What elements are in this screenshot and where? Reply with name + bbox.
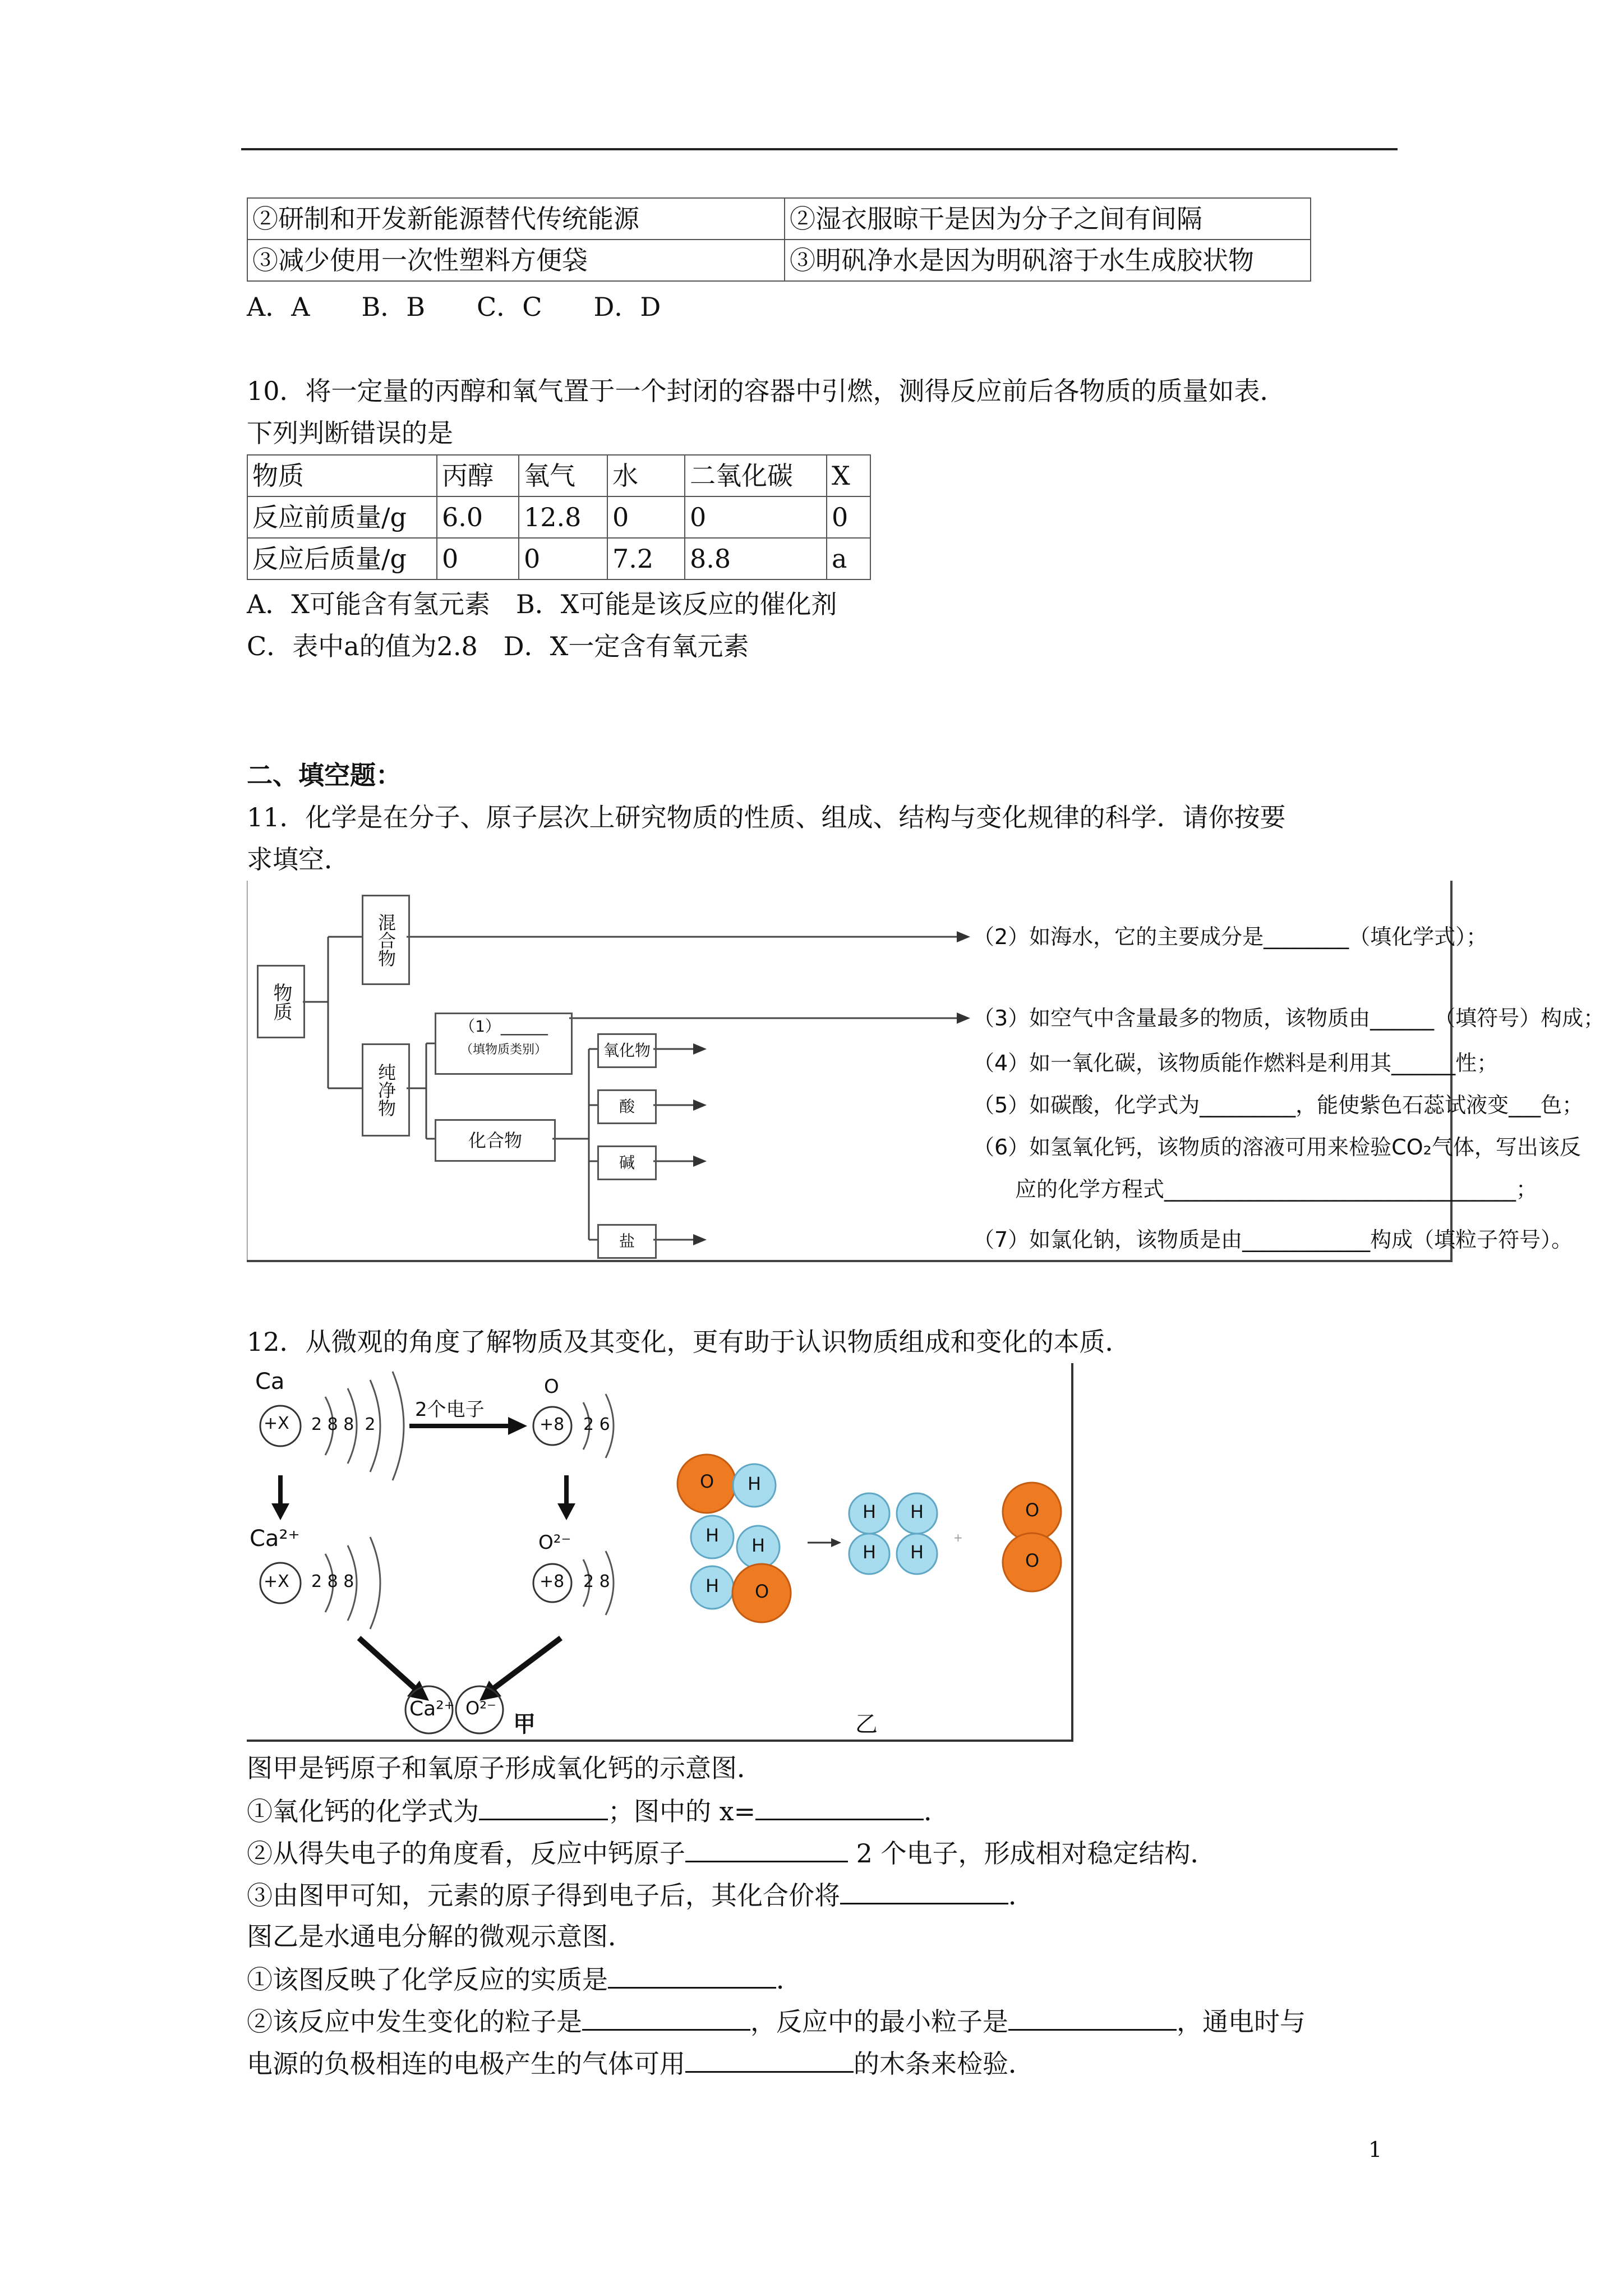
compound-box	[435, 1119, 556, 1162]
table-cell: ②研制和开发新能源替代传统能源	[247, 198, 785, 240]
table-cell: 0	[437, 538, 519, 579]
compound-label: 化合物	[468, 1130, 522, 1151]
jia-q2-part-a: ②从得失电子的角度看，反应中钙原子	[247, 1838, 685, 1869]
answer-blank[interactable]	[685, 1832, 848, 1862]
root-box	[257, 965, 305, 1038]
yi-intro: 图乙是水通电分解的微观示意图．	[247, 1921, 634, 1952]
q11-stem-line1: 11．化学是在分子、原子层次上研究物质的性质、组成、结构与变化规律的科学．请你按要	[247, 802, 1286, 832]
ca-shells: 2 8 8 2	[311, 1415, 376, 1434]
atom-o-label: O	[755, 1581, 769, 1602]
table-cell: ③减少使用一次性塑料方便袋	[247, 240, 785, 281]
answer-blank[interactable]	[608, 1958, 776, 1989]
yi-q3-part-b: 的木条来检验．	[854, 2049, 1034, 2079]
table-cell: 7.2	[607, 538, 685, 579]
q10-stem-line1: 10．将一定量的丙醇和氧气置于一个封闭的容器中引燃，测得反应前后各物质的质量如表．	[247, 376, 1286, 406]
yi-q2-part-a: ②该反应中发生变化的粒子是	[247, 2007, 582, 2037]
figure-label-yi: 乙	[855, 1711, 878, 1737]
table-header: 二氧化碳	[685, 455, 827, 496]
q12-stem: 12．从微观的角度了解物质及其变化，更有助于认识物质组成和变化的本质．	[247, 1327, 1131, 1357]
q10-mass-table	[247, 454, 871, 580]
diagram-line-2: （2）如海水，它的主要成分是________（填化学式）；	[973, 924, 1488, 949]
table-cell: 0	[519, 538, 607, 579]
jia-question-2	[247, 1832, 1216, 1875]
atom-h-label: H	[910, 1501, 924, 1522]
jia-q2-part-b: 2 个电子，形成相对稳定结构．	[848, 1838, 1216, 1869]
q10-stem-line2: 下列判断错误的是	[247, 418, 453, 448]
yi-q2-part-b: ，反应中的最小粒子是	[750, 2007, 1008, 2037]
yi-question-3	[247, 2042, 1034, 2085]
diagram-line-3: （3）如空气中含量最多的物质，该物质由______（填符号）构成；	[973, 1006, 1605, 1030]
table-cell: 0	[607, 496, 685, 538]
ca-ion-nucleus: +X	[264, 1572, 289, 1591]
page-number: 1	[1368, 2137, 1382, 2162]
table-header: 物质	[247, 455, 437, 496]
answer-blank[interactable]	[840, 1874, 1008, 1904]
salt-box	[597, 1224, 657, 1259]
jia-q1-part-c: ．	[924, 1796, 950, 1826]
category-blank-box	[435, 1013, 573, 1075]
yi-q3-part-a: 电源的负极相连的电极产生的气体可用	[247, 2049, 685, 2079]
electron-arrow-label: 2个电子	[415, 1398, 485, 1421]
table-cell: ②湿衣服晾干是因为分子之间有间隔	[785, 198, 1311, 240]
q9-statements-table	[247, 197, 1311, 282]
atom-h-label: H	[910, 1542, 924, 1563]
ca-ion-label: Ca²⁺	[250, 1526, 300, 1552]
category-blank-label: （1）______	[459, 1017, 548, 1036]
mixture-label: 混合物	[375, 913, 396, 967]
q11-stem-line2: 求填空．	[247, 844, 350, 875]
q10-options-line2: C．表中a的值为2.8 D．X一定含有氧元素	[247, 631, 749, 661]
answer-blank[interactable]	[1008, 2000, 1177, 2031]
pure-box	[362, 1043, 410, 1137]
section-title: 二、填空题：	[247, 760, 402, 790]
atom-h-label: H	[706, 1525, 720, 1546]
jia-question-1	[247, 1789, 949, 1833]
q9-options: A．A B．B C．C D．D	[247, 292, 661, 322]
yi-q2-part-c: ，通电时与	[1177, 2007, 1306, 2037]
atom-h-label: H	[863, 1542, 877, 1563]
answer-blank[interactable]	[479, 1789, 608, 1820]
table-cell: 0	[685, 496, 827, 538]
diagram-line-5: （5）如碳酸，化学式为_________，能使紫色石蕊试液变___色；	[973, 1093, 1584, 1117]
root-label: 物质	[270, 982, 292, 1021]
acid-box	[597, 1089, 657, 1124]
atom-h-label: H	[751, 1535, 766, 1556]
atom-o-label: O	[1025, 1499, 1040, 1521]
answer-blank[interactable]	[755, 1789, 924, 1820]
table-cell: 12.8	[519, 496, 607, 538]
oxide-label: 氧化物	[603, 1041, 651, 1060]
yi-question-1	[247, 1958, 802, 2001]
diagram-line-4: （4）如一氧化碳，该物质能作燃料是利用其______性；	[973, 1051, 1498, 1075]
atom-o-label: O	[700, 1471, 714, 1492]
jia-question-3	[247, 1874, 1034, 1917]
category-blank-hint: （填物质类别）	[460, 1043, 547, 1057]
table-row	[247, 538, 870, 579]
o-ion-label: O²⁻	[538, 1531, 571, 1554]
table-cell: 反应后质量/g	[247, 538, 437, 579]
acid-label: 酸	[619, 1097, 635, 1116]
base-box	[597, 1145, 657, 1180]
jia-q3-part-b: ．	[1008, 1880, 1034, 1911]
diagram-line-6b: 应的化学方程式_________________________________；	[1015, 1177, 1538, 1202]
table-header: X	[827, 455, 870, 496]
mixture-box	[362, 895, 410, 985]
oxide-box	[597, 1033, 657, 1068]
figure-label-jia: 甲	[513, 1711, 536, 1737]
answer-blank[interactable]	[582, 2000, 750, 2031]
table-header: 氧气	[519, 455, 607, 496]
table-header: 水	[607, 455, 685, 496]
o-atom-label: O	[544, 1375, 559, 1398]
ca-atom-label: Ca	[255, 1369, 285, 1395]
diagram-line-7: （7）如氯化钠，该物质是由____________构成（填粒子符号）。	[973, 1227, 1573, 1252]
jia-intro: 图甲是钙原子和氧原子形成氧化钙的示意图．	[247, 1753, 763, 1783]
table-header: 丙醇	[437, 455, 519, 496]
atom-h-label: H	[706, 1575, 720, 1596]
atom-h-label: H	[748, 1473, 762, 1494]
pure-label: 纯净物	[375, 1063, 396, 1117]
table-header-row	[247, 455, 870, 496]
jia-q1-part-b: ；图中的 x=	[608, 1796, 756, 1826]
classification-diagram	[247, 881, 1605, 1262]
table-cell: 0	[827, 496, 870, 538]
table-cell: 8.8	[685, 538, 827, 579]
o-nucleus: +8	[540, 1415, 565, 1434]
o-ion-nucleus: +8	[540, 1572, 565, 1591]
base-label: 碱	[619, 1153, 635, 1172]
atom-o-label: O	[1025, 1550, 1040, 1571]
yi-question-2	[247, 2000, 1306, 2043]
svg-text:+: +	[953, 1531, 963, 1544]
jia-q3-part-a: ③由图甲可知，元素的原子得到电子后，其化合价将	[247, 1880, 840, 1911]
ca-ion-shells: 2 8 8	[311, 1572, 354, 1591]
o-ion-shells: 2 8	[583, 1572, 610, 1591]
q12-figure	[247, 1363, 1077, 1745]
header-rule	[241, 148, 1398, 150]
jia-q1-part-a: ①氧化钙的化学式为	[247, 1796, 479, 1826]
diagram-line-6a: （6）如氢氧化钙，该物质的溶液可用来检验CO₂气体，写出该反	[973, 1135, 1581, 1159]
o-shells: 2 6	[583, 1415, 610, 1434]
table-cell: 反应前质量/g	[247, 496, 437, 538]
table-row	[247, 496, 870, 538]
table-cell: a	[827, 538, 870, 579]
yi-q1-part-a: ①该图反映了化学反应的实质是	[247, 1964, 608, 1995]
salt-label: 盐	[619, 1232, 635, 1250]
q10-options-line1: A．X可能含有氢元素 B．X可能是该反应的催化剂	[247, 589, 837, 619]
answer-blank[interactable]	[685, 2042, 854, 2073]
ca-nucleus: +X	[264, 1414, 289, 1433]
atom-h-label: H	[863, 1501, 877, 1522]
product-ca-ion: Ca²⁺	[409, 1697, 455, 1720]
yi-q1-part-b: ．	[776, 1964, 802, 1995]
product-o-ion: O²⁻	[465, 1697, 496, 1719]
table-cell: 6.0	[437, 496, 519, 538]
table-cell: ③明矾净水是因为明矾溶于水生成胶状物	[785, 240, 1311, 281]
